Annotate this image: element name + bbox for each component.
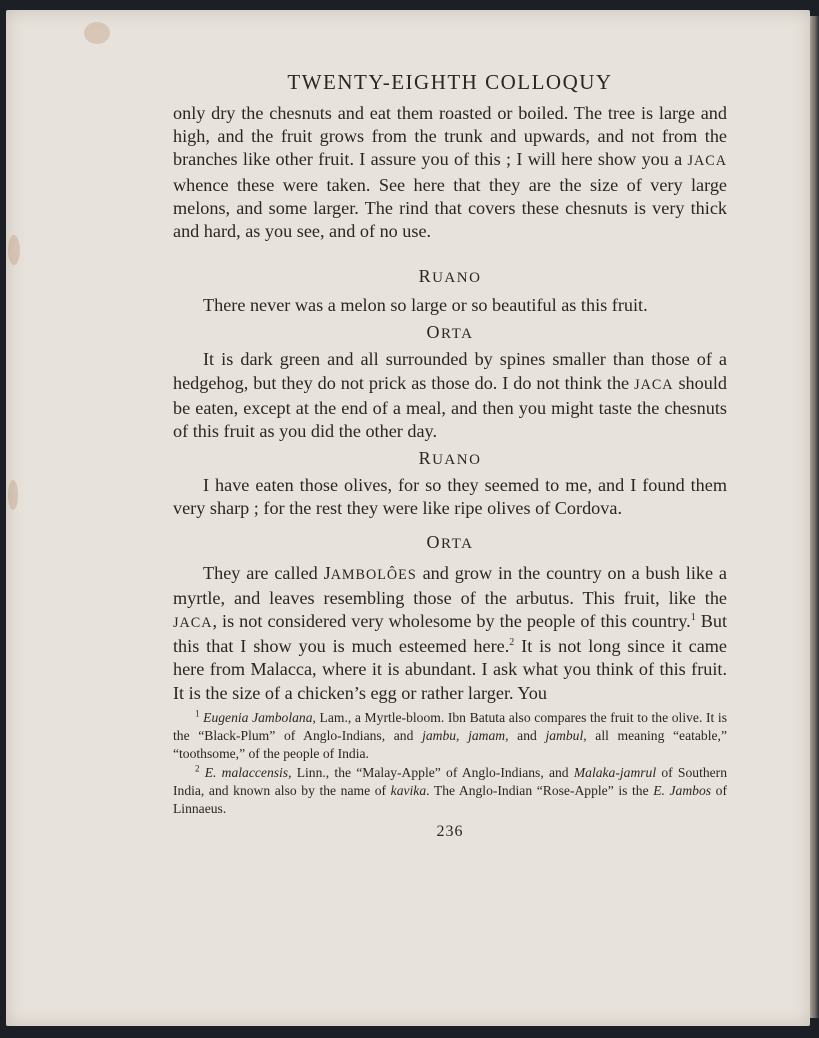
speaker-heading bbox=[173, 265, 727, 290]
footnote-text: of Linnaeus. bbox=[173, 783, 727, 817]
paragraph-text: They are called bbox=[203, 562, 324, 583]
small-caps-term: J bbox=[323, 562, 331, 583]
speaker-initial: O bbox=[426, 531, 442, 552]
speaker-name: UANO bbox=[432, 452, 482, 469]
speaker-heading bbox=[173, 321, 727, 346]
paragraph-text: , is not considered very wholesome by the people of this country. bbox=[212, 611, 691, 632]
footnote-text: , Linn., the “Malay-Apple” of Anglo-Indians, and bbox=[288, 764, 574, 780]
speaker-name: RTA bbox=[441, 326, 474, 343]
speaker-initial: R bbox=[418, 448, 433, 469]
speaker-name: UANO bbox=[432, 270, 482, 287]
speaker-heading bbox=[173, 531, 727, 556]
footnote-italic: E. malaccensis bbox=[204, 764, 289, 780]
paragraph bbox=[173, 562, 727, 705]
running-head: TWENTY-EIGHTH COLLOQUY bbox=[287, 70, 613, 94]
paragraph-text: and grow in the country on a bush like a myrtle, and leaves resembling those of the arbutus. This fruit, like the bbox=[173, 562, 727, 608]
footnote bbox=[173, 709, 727, 764]
footnote-ref: 2 bbox=[509, 637, 515, 649]
footnote-text: . The Anglo-Indian “Rose-Apple” is the bbox=[426, 783, 654, 799]
paragraph-text: But this that I show you is much esteemed here. bbox=[173, 611, 727, 657]
footnote-mark: 1 bbox=[195, 708, 200, 719]
footnote-italic: Eugenia Jambolana bbox=[203, 709, 313, 725]
footnote bbox=[173, 764, 727, 819]
foxing-stain bbox=[8, 480, 18, 510]
footnote-text: and bbox=[508, 728, 546, 744]
small-caps-term: JACA bbox=[173, 615, 213, 632]
footnote-italic: E. Jambos bbox=[653, 783, 712, 799]
footnote-text: of Southern India, and known also by the name of bbox=[173, 764, 727, 799]
footnote-mark: 2 bbox=[195, 763, 200, 774]
foxing-stain bbox=[8, 235, 20, 265]
paragraph: I have eaten those olives, for so they seemed to me, and I found them very sharp ; for the rest they were like ripe olives of Cordova. bbox=[173, 475, 727, 519]
footnote-text: all meaning “eatable,” “toothsome,” of the people of India. bbox=[173, 728, 727, 762]
small-caps-term: JACA bbox=[634, 376, 674, 393]
foxing-stain bbox=[84, 22, 110, 44]
footnote-italic: Malaka-jamrul bbox=[573, 764, 657, 780]
paragraph-text: only dry the chesnuts and eat them roasted or boiled. The tree is large and high, and the fruit grows from the trunk and upwards, and not from the branches like other fruit. I assure you of this ; I will here show you a bbox=[173, 103, 727, 170]
paragraph-text: It is dark green and all surrounded by spines smaller than those of a hedgehog, but they do not prick as those do. I do not think the bbox=[173, 349, 727, 393]
page-content bbox=[173, 68, 727, 841]
footnotes bbox=[173, 709, 727, 819]
small-caps-term: JACA bbox=[687, 153, 727, 170]
speaker-initial: R bbox=[418, 266, 433, 287]
paragraph: There never was a melon so large or so beautiful as this fruit. bbox=[203, 295, 648, 316]
speaker-initial: O bbox=[426, 322, 442, 343]
page-number: 236 bbox=[436, 822, 464, 840]
paragraph-text: whence these were taken. See here that they are the size of very large melons, and some larger. The rind that covers these chesnuts is very thick and hard, as you see, and of no use. bbox=[173, 174, 727, 242]
paragraph bbox=[173, 102, 727, 243]
footnote-ref: 1 bbox=[690, 611, 696, 623]
footnote-italic: jambu, jamam, bbox=[422, 728, 509, 744]
paragraph-text: It is not long since it came here from Malacca, where it is abundant. I ask what you think of this fruit. It is the size of a chicken’s egg or rather larger. You bbox=[173, 636, 727, 703]
page-edge bbox=[810, 16, 819, 1018]
paragraph bbox=[173, 348, 727, 443]
footnote-italic: kavika bbox=[390, 783, 427, 799]
footnote-italic: jambul, bbox=[545, 728, 587, 744]
small-caps-term: AMBOLÔES bbox=[330, 566, 417, 583]
footnote-text: , Lam., a Myrtle-bloom. Ibn Batuta also compares the fruit to the olive. It is the “Black-Plum” of Anglo-Indians, and bbox=[173, 709, 727, 744]
paragraph-text: should be eaten, except at the end of a meal, and then you might taste the chesnuts of this fruit as you did the other day. bbox=[173, 372, 727, 442]
speaker-name: RTA bbox=[441, 535, 474, 552]
speaker-heading bbox=[173, 447, 727, 472]
